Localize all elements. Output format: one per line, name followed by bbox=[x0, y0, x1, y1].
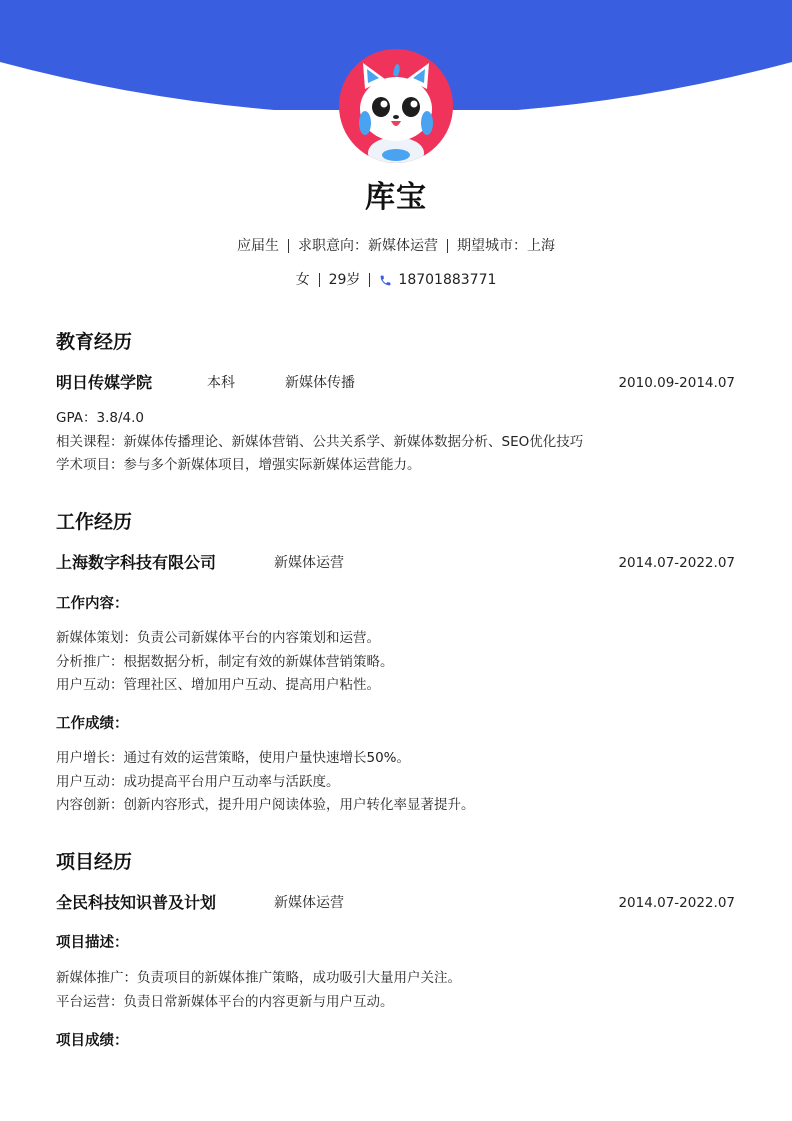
education-degree: 本科 bbox=[207, 375, 235, 391]
work-results-line: 内容创新：创新内容形式，提升用户阅读体验，用户转化率显著提升。 bbox=[56, 797, 475, 813]
separator bbox=[369, 273, 370, 287]
gender-text: 女 bbox=[295, 272, 310, 288]
work-content-lines bbox=[56, 627, 394, 698]
work-period: 2014.07-2022.07 bbox=[618, 555, 735, 571]
education-details bbox=[56, 407, 583, 478]
meta-row-contact bbox=[0, 270, 792, 290]
education-school: 明日传媒学院 bbox=[56, 373, 153, 392]
section-title-work: 工作经历 bbox=[56, 511, 133, 533]
phone-text: 18701883771 bbox=[398, 272, 497, 288]
project-role: 新媒体运营 bbox=[274, 895, 344, 911]
section-title-project: 项目经历 bbox=[56, 851, 133, 873]
avatar bbox=[339, 49, 453, 163]
intent-text: 求职意向：新媒体运营 bbox=[298, 238, 438, 254]
project-results-heading: 项目成绩： bbox=[56, 1033, 129, 1049]
work-results-lines bbox=[56, 747, 475, 818]
project-desc-heading: 项目描述： bbox=[56, 935, 129, 951]
education-line: GPA：3.8/4.0 bbox=[56, 410, 144, 426]
work-content-line: 新媒体策划：负责公司新媒体平台的内容策划和运营。 bbox=[56, 630, 380, 646]
phone-icon bbox=[379, 274, 392, 287]
work-company: 上海数字科技有限公司 bbox=[56, 553, 217, 572]
separator bbox=[288, 239, 289, 253]
work-content-line: 分析推广：根据数据分析，制定有效的新媒体营销策略。 bbox=[56, 653, 394, 670]
project-desc-line: 新媒体推广：负责项目的新媒体推广策略，成功吸引大量用户关注。 bbox=[56, 970, 461, 986]
project-desc-line: 平台运营：负责日常新媒体平台的内容更新与用户互动。 bbox=[56, 993, 394, 1010]
separator bbox=[319, 273, 320, 287]
project-desc-lines bbox=[56, 967, 461, 1014]
education-line: 学术项目：参与多个新媒体项目，增强实际新媒体运营能力。 bbox=[56, 457, 421, 473]
work-content-heading: 工作内容： bbox=[56, 596, 129, 612]
project-name: 全民科技知识普及计划 bbox=[56, 893, 217, 912]
work-results-line: 用户增长：通过有效的运营策略，使用户量快速增长50%。 bbox=[56, 750, 411, 766]
work-role: 新媒体运营 bbox=[274, 555, 344, 571]
work-results-heading: 工作成绩： bbox=[56, 716, 129, 732]
work-results-line: 用户互动：成功提高平台用户互动率与活跃度。 bbox=[56, 773, 340, 790]
education-major: 新媒体传播 bbox=[285, 375, 355, 391]
separator bbox=[447, 239, 448, 253]
city-text: 期望城市：上海 bbox=[457, 238, 555, 254]
section-title-education: 教育经历 bbox=[56, 331, 133, 353]
education-line: 相关课程：新媒体传播理论、新媒体营销、公共关系学、新媒体数据分析、SEO优化技巧 bbox=[56, 433, 584, 450]
project-period: 2014.07-2022.07 bbox=[618, 895, 735, 911]
age-text: 29岁 bbox=[328, 272, 361, 288]
cartoon-cat-avatar-icon bbox=[339, 49, 453, 163]
meta-row-intent bbox=[0, 236, 792, 256]
status-text: 应届生 bbox=[237, 238, 279, 254]
work-content-line: 用户互动：管理社区、增加用户互动、提高用户粘性。 bbox=[56, 677, 380, 693]
resume-name: 库宝 bbox=[365, 180, 427, 215]
education-period: 2010.09-2014.07 bbox=[618, 375, 735, 391]
